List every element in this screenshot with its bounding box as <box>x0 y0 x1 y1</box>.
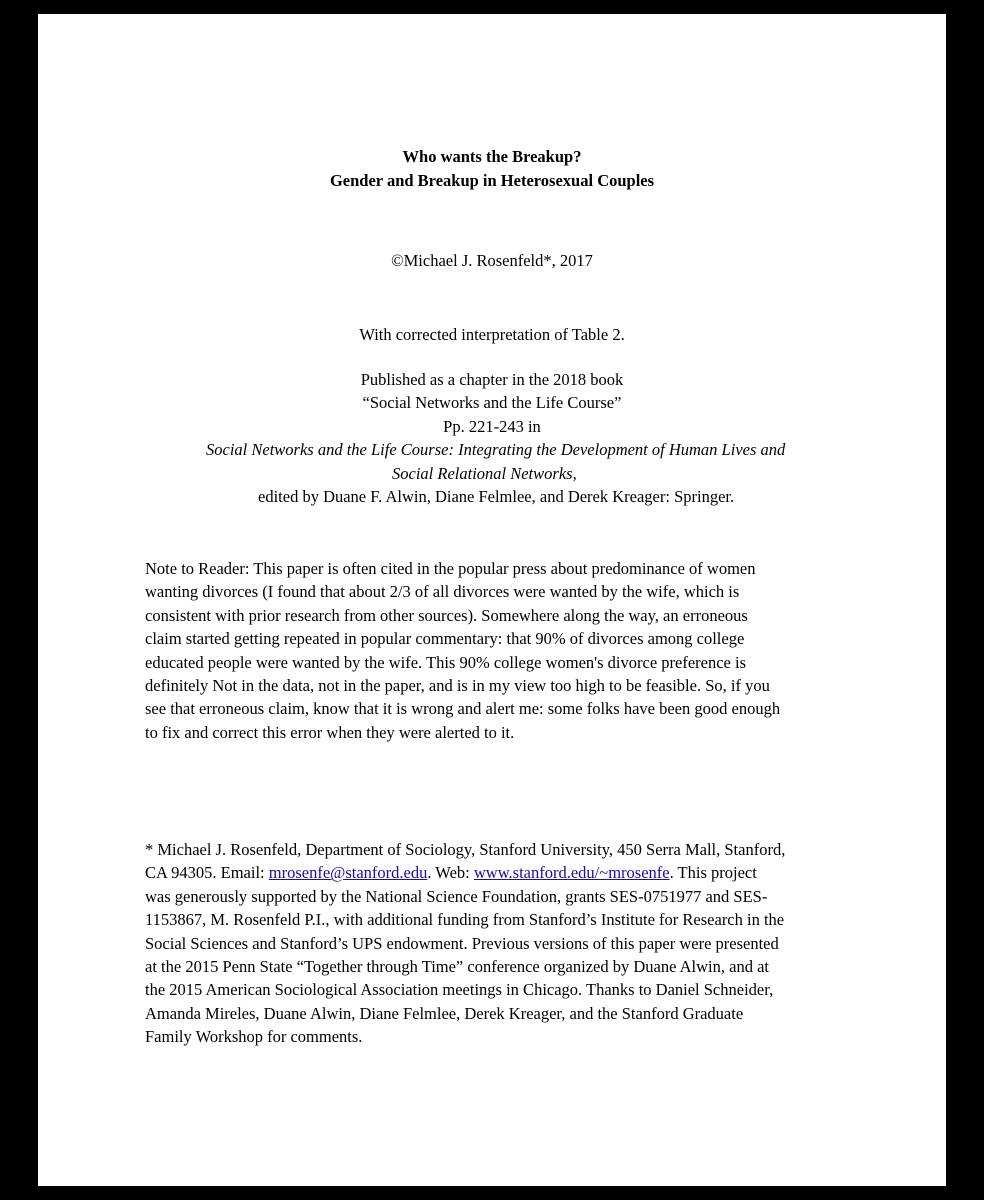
title-line-1: Who wants the Breakup? <box>402 147 582 166</box>
book-title-comma: , <box>572 463 577 483</box>
document-page <box>38 14 946 1186</box>
note-line: consistent with prior research from other sources). Somewhere along the way, an erroneous <box>145 605 748 625</box>
footnote-line: 1153867, M. Rosenfeld P.I., with additional funding from Stanford’s Institute for Research in the <box>145 910 785 930</box>
note-line: wanting divorces (I found that about 2/3 of all divorces were wanted by the wife, which is <box>145 582 740 602</box>
note-line: Note to Reader: This paper is often cited in the popular press about predominance of women <box>145 559 756 578</box>
note-line: educated people were wanted by the wife. This 90% college women's divorce preference is <box>145 652 747 672</box>
title-line-2: Gender and Breakup in Heterosexual Couples <box>329 171 655 190</box>
note-to-reader <box>145 557 841 744</box>
website-link[interactable]: www.stanford.edu/~mrosenfe <box>473 863 670 883</box>
footnote-line: Family Workshop for comments. <box>145 1027 363 1047</box>
paper-title <box>38 145 946 193</box>
email-link[interactable]: mrosenfe@stanford.edu <box>268 863 428 883</box>
footnote-line: * Michael J. Rosenfeld, Department of Sociology, Stanford University, 450 Serra Mall, Stanford, <box>145 840 786 859</box>
footnote-line: at the 2015 Penn State “Together through Time” conference organized by Duane Alwin, and at <box>145 957 769 977</box>
note-line: to fix and correct this error when they were alerted to it. <box>145 722 515 742</box>
author-footnote <box>145 838 845 1049</box>
note-line: see that erroneous claim, know that it is wrong and alert me: some folks have been good enough <box>145 699 781 719</box>
book-title-line-1: Social Networks and the Life Course: Integrating the Development of Human Lives and <box>206 440 786 460</box>
correction-note: With corrected interpretation of Table 2. <box>359 325 625 344</box>
book-title-line-2: Social Relational Networks <box>392 463 573 483</box>
note-line: claim started getting repeated in popular commentary: that 90% of divorces among college <box>145 629 745 649</box>
footnote-text: CA 94305. Email: <box>145 863 269 883</box>
footnote-line: Amanda Mireles, Duane Alwin, Diane Felmlee, Derek Kreager, and the Stanford Graduate <box>145 1003 744 1023</box>
publication-pages: Pp. 221-243 in <box>443 416 541 436</box>
footnote-line: the 2015 American Sociological Association meetings in Chicago. Thanks to Daniel Schneider, <box>145 980 774 1000</box>
footnote-line: Social Sciences and Stanford’s UPS endowment. Previous versions of this paper were presented <box>145 933 779 953</box>
publication-line-1: Published as a chapter in the 2018 book <box>360 370 624 389</box>
book-title-line-2-wrapper <box>38 462 946 485</box>
publication-info <box>38 368 946 508</box>
footnote-line: was generously supported by the National Science Foundation, grants SES-0751977 and SES- <box>145 886 768 906</box>
footnote-text: . This project <box>669 863 757 883</box>
footnote-text: . Web: <box>427 863 474 883</box>
note-line: definitely Not in the data, not in the paper, and is in my view too high to be feasible. So, if you <box>145 676 770 696</box>
copyright-line: ©Michael J. Rosenfeld*, 2017 <box>391 251 593 270</box>
footnote-contact-line <box>145 861 845 884</box>
publication-line-2: “Social Networks and the Life Course” <box>362 393 622 413</box>
editors-line: edited by Duane F. Alwin, Diane Felmlee, and Derek Kreager: Springer. <box>258 487 735 507</box>
